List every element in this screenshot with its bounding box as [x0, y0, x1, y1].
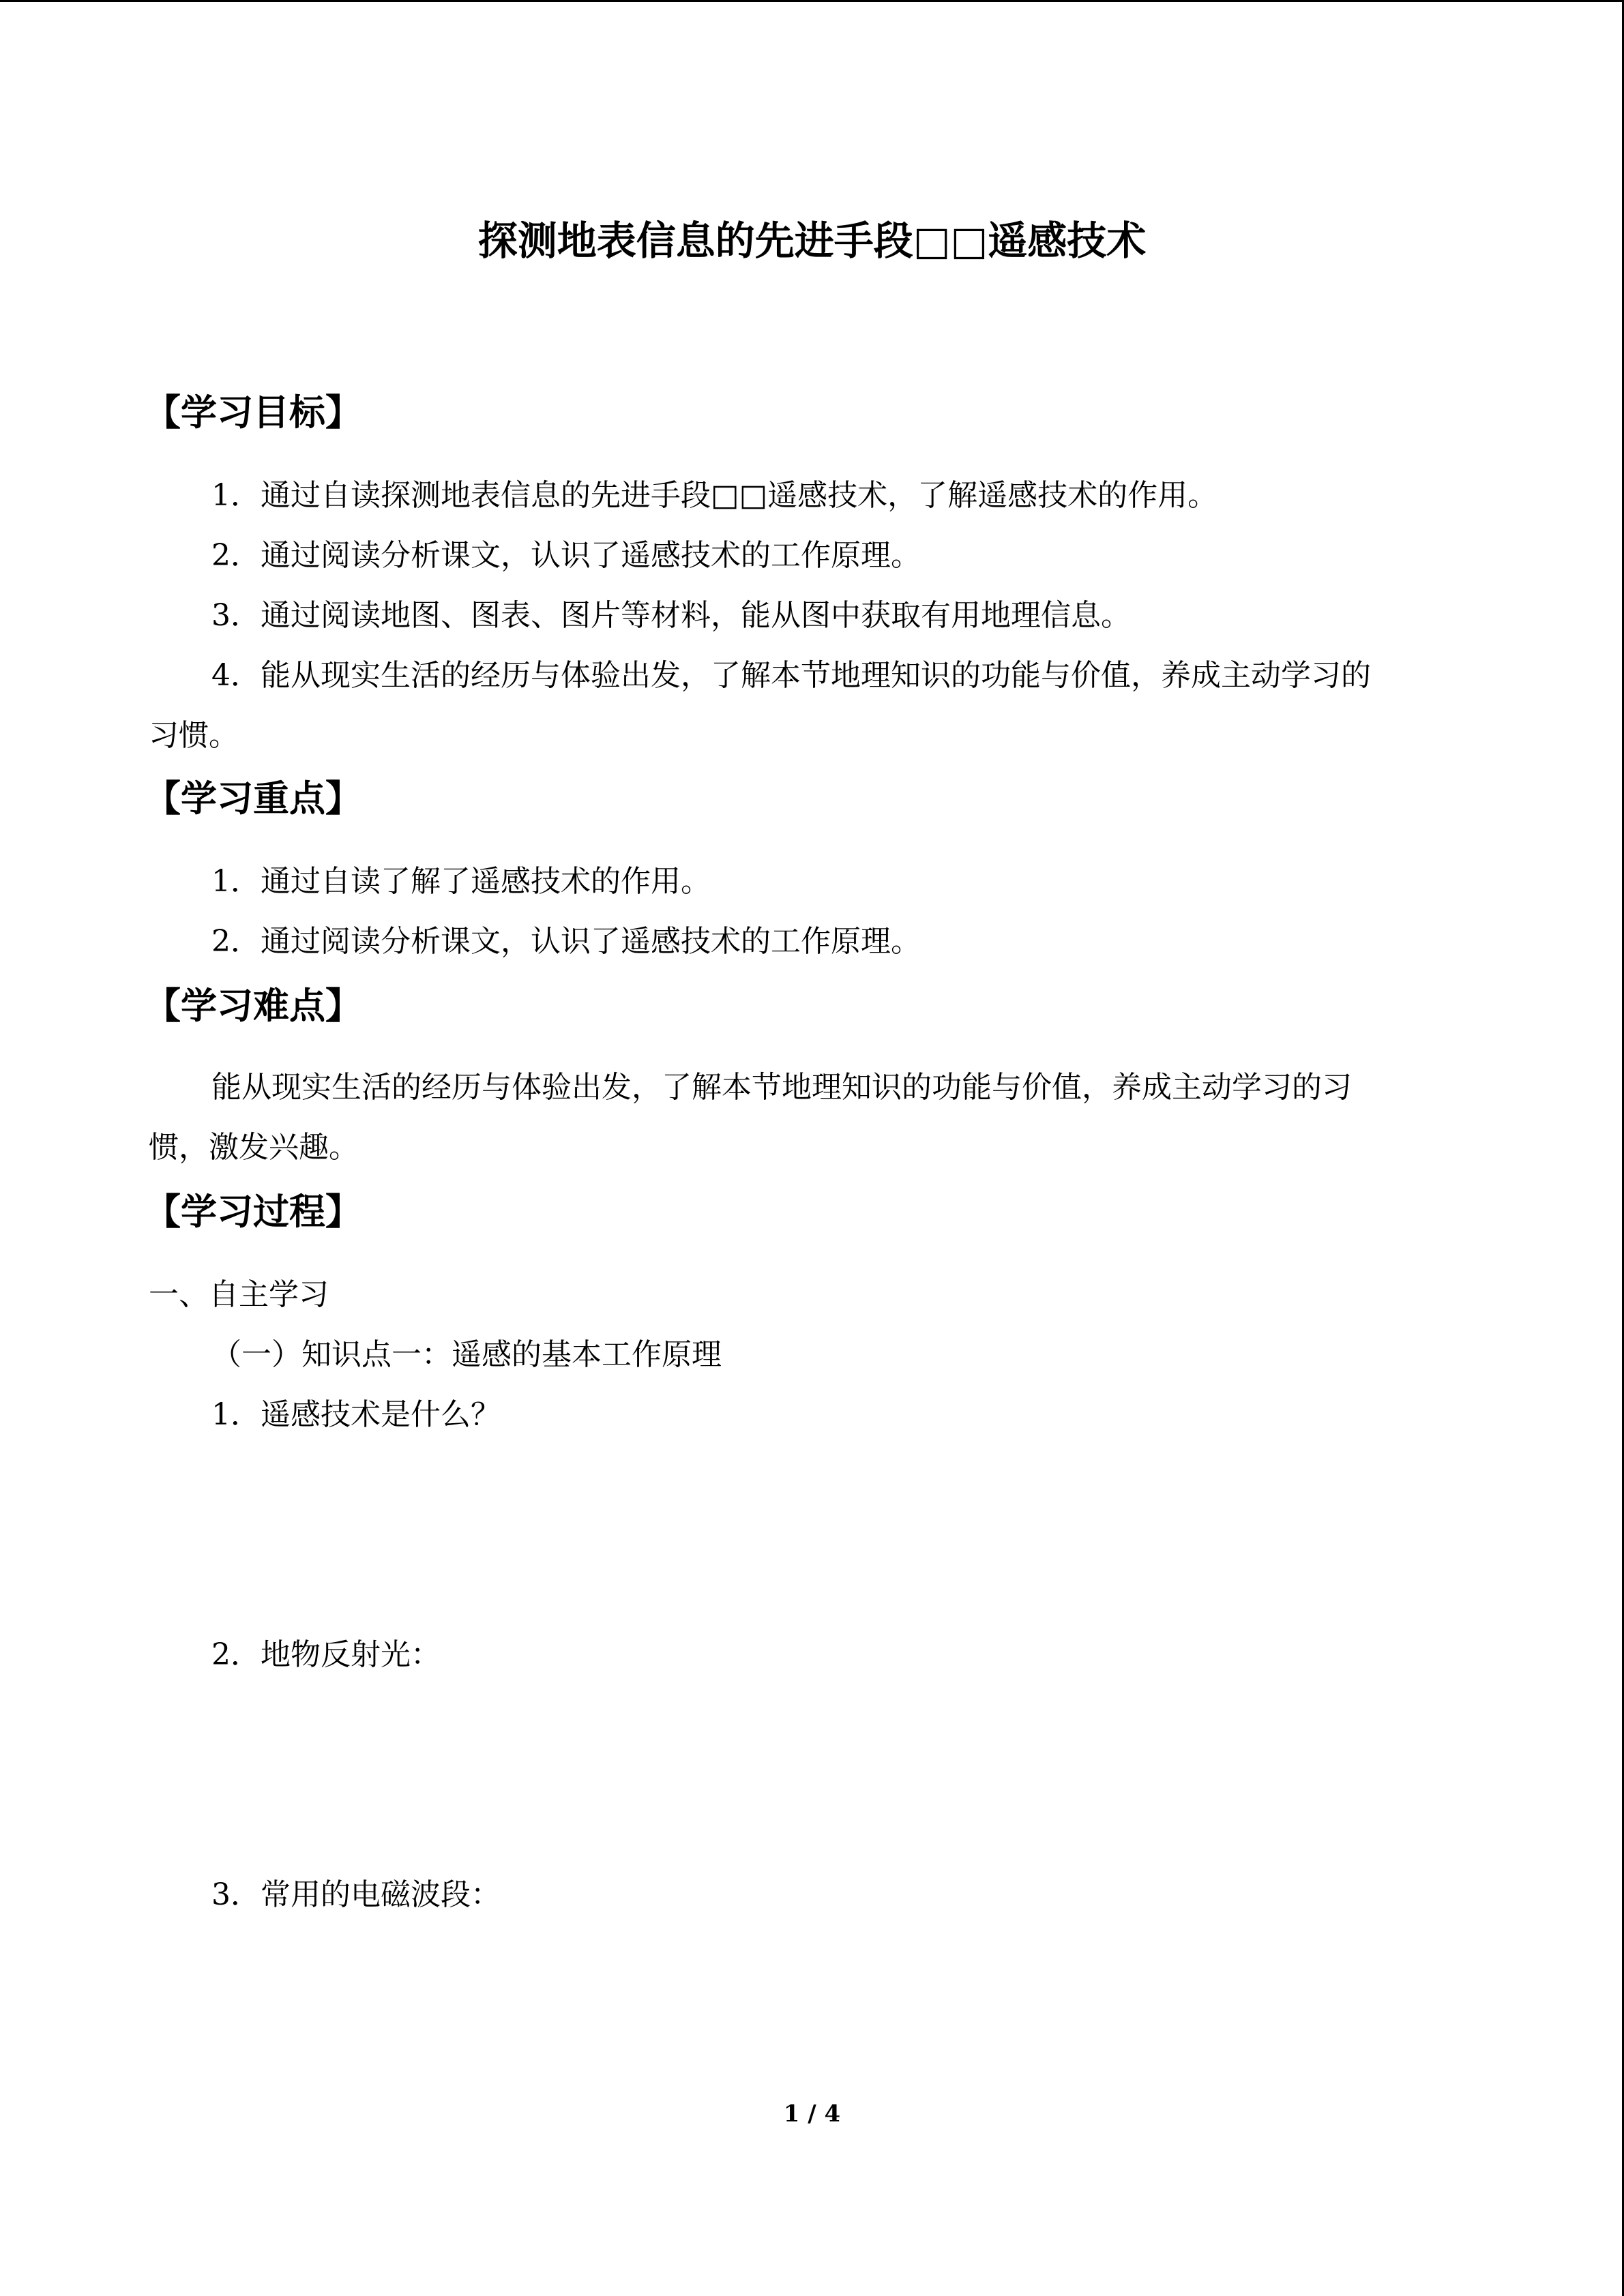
heading-difficulties: 【学习难点】 [145, 985, 361, 1027]
knowledge-point-1: （一）知识点一：遥感的基本工作原理 [211, 1337, 722, 1372]
difficulty-line-2: 惯，激发兴趣。 [149, 1130, 359, 1165]
heading-process: 【学习过程】 [145, 1191, 361, 1233]
page-border-top [0, 0, 1624, 2]
objective-item-2: 2．通过阅读分析课文，认识了遥感技术的工作原理。 [211, 538, 921, 573]
question-2: 2．地物反射光： [211, 1637, 441, 1672]
objective-item-4-continued: 习惯。 [149, 718, 239, 753]
heading-objectives: 【学习目标】 [145, 392, 361, 434]
document-title: 探测地表信息的先进手段□□遥感技术 [477, 218, 1147, 264]
key-point-item-2: 2．通过阅读分析课文，认识了遥感技术的工作原理。 [211, 924, 921, 959]
difficulty-line-1: 能从现实生活的经历与体验出发，了解本节地理知识的功能与价值，养成主动学习的习 [211, 1070, 1352, 1105]
key-point-item-1: 1．通过自读了解了遥感技术的作用。 [211, 864, 711, 899]
objective-item-4: 4．能从现实生活的经历与体验出发，了解本节地理知识的功能与价值，养成主动学习的 [211, 658, 1371, 693]
heading-key-points: 【学习重点】 [145, 778, 361, 820]
objective-item-1: 1．通过自读探测地表信息的先进手段□□遥感技术，了解遥感技术的作用。 [211, 478, 1218, 513]
page-number: 1 / 4 [783, 2100, 841, 2128]
question-1: 1．遥感技术是什么？ [211, 1397, 501, 1432]
objective-item-3: 3．通过阅读地图、图表、图片等材料，能从图中获取有用地理信息。 [211, 598, 1131, 633]
part-self-study: 一、自主学习 [149, 1277, 329, 1312]
question-3: 3．常用的电磁波段： [211, 1877, 501, 1912]
